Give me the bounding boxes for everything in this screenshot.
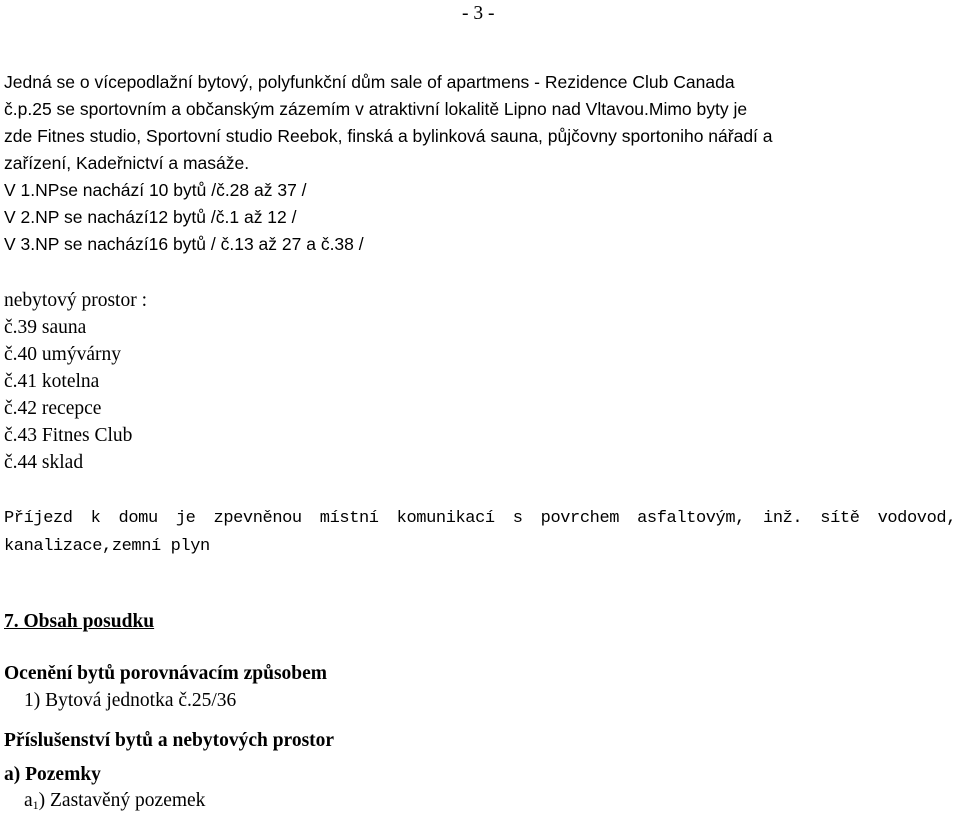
intro-line-1: Jedná se o vícepodlažní bytový, polyfunkční dům sale of apartmens - Rezidence Club Canada: [4, 72, 735, 92]
floor-3-info: V 3.NP se nachází16 bytů / č.13 až 27 a č.38 /: [4, 234, 364, 254]
non-residential-heading: nebytový prostor :: [4, 290, 147, 311]
non-residential-item: č.39 sauna: [4, 317, 87, 338]
non-residential-item: č.40 umývárny: [4, 344, 121, 365]
accessories-heading: Příslušenství bytů a nebytových prostor: [4, 730, 335, 751]
land-item-text: ) Zastavěný pozemek: [38, 790, 206, 811]
access-line-1: Příjezd k domu je zpevněnou místní komunikací s povrchem asfaltovým, inž. sítě vodovod,: [4, 509, 956, 528]
access-line-2: kanalizace,zemní plyn: [4, 537, 210, 556]
land-heading: a) Pozemky: [4, 764, 101, 785]
page-number: - 3 -: [462, 3, 495, 24]
non-residential-item: č.42 recepce: [4, 398, 102, 419]
land-item-prefix: a: [24, 790, 33, 811]
intro-line-4: zařízení, Kadeřnictví a masáže.: [4, 153, 250, 173]
section-title: 7. Obsah posudku: [4, 611, 155, 632]
non-residential-item: č.44 sklad: [4, 452, 84, 473]
intro-line-2: č.p.25 se sportovním a občanským zázemím v atraktivní lokalitě Lipno nad Vltavou.Mimo byty je: [4, 99, 748, 119]
valuation-item: 1) Bytová jednotka č.25/36: [24, 690, 237, 711]
valuation-heading: Ocenění bytů porovnávacím způsobem: [4, 663, 328, 684]
floor-1-info: V 1.NPse nachází 10 bytů /č.28 až 37 /: [4, 180, 307, 200]
land-item-subscript: 1: [32, 798, 39, 812]
non-residential-item: č.41 kotelna: [4, 371, 100, 392]
non-residential-item: č.43 Fitnes Club: [4, 425, 133, 446]
intro-line-3: zde Fitnes studio, Sportovní studio Reebok, finská a bylinková sauna, půjčovny sportoniho nářadí a: [4, 126, 773, 146]
land-item: [24, 789, 205, 817]
floor-2-info: V 2.NP se nachází12 bytů /č.1 až 12 /: [4, 207, 297, 227]
